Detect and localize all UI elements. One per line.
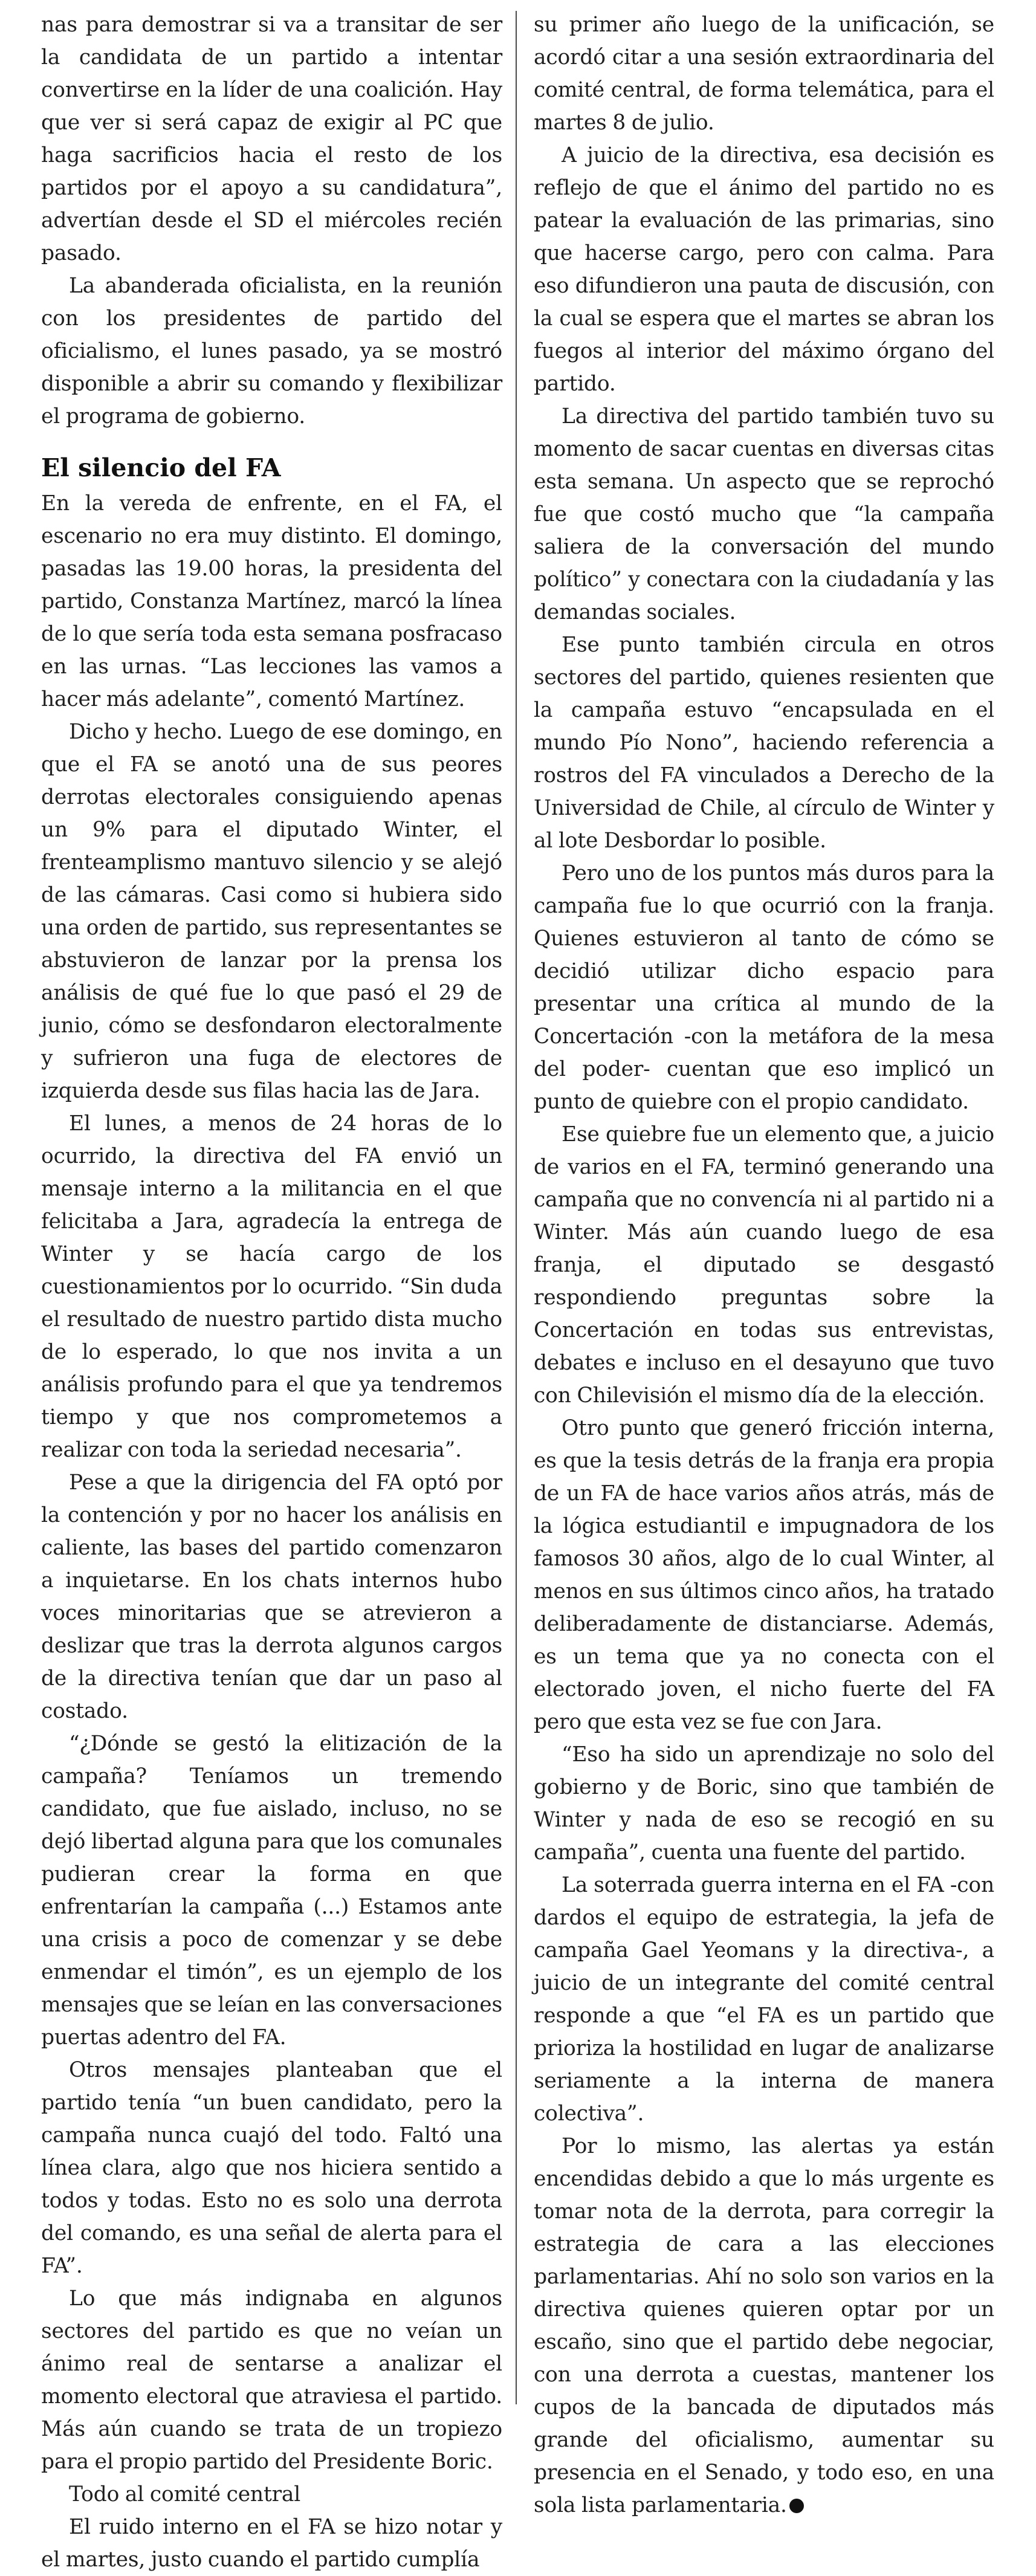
paragraph: La soterrada guerra interna en el FA -con dardos el equipo de estrategia, la jefa de campaña Gael Yeomans y la directiva-, a juicio de un integrante del comité central responde a que “el FA es un partido que prioriza la hostilidad en lugar de analizarse seriamente a la interna de manera colectiva”. <box>534 1873 994 2126</box>
paragraph: nas para demostrar si va a transitar de ser la candidata de un partido a intentar convertirse en la líder de una coalición. Hay que ver si será capaz de exigir al PC que haga sacrificios hacia el resto de los partidos por el apoyo a su candidatura”, advertían desde el SD el miércoles recién pasado. <box>41 13 502 265</box>
paragraph: A juicio de la directiva, esa decisión es reflejo de que el ánimo del partido no es patear la evaluación de las primarias, sino que hacerse cargo, pero con calma. Para eso difundieron una pauta de discusión, con la cual se espera que el martes se abran los fuegos al interior del máximo órgano del partido. <box>534 143 994 396</box>
paragraph: “Eso ha sido un aprendizaje no solo del gobierno y de Boric, sino que también de Winter y nada de eso se recogió en su campaña”, cuenta una fuente del partido. <box>534 1743 994 1865</box>
end-of-article-bullet-icon <box>789 2499 804 2513</box>
final-paragraph <box>534 2130 994 2522</box>
paragraph: Dicho y hecho. Luego de ese domingo, en que el FA se anotó una de sus peores derrotas electorales consiguiendo apenas un 9% para el diputado Winter, el frenteamplismo mantuvo silencio y se alejó de las cámaras. Casi como si hubiera sido una orden de partido, sus representantes se abstuvieron de lanzar por la prensa los análisis de qué fue lo que pasó el 29 de junio, cómo se desfondaron electoralmente y sufrieron una fuga de electores de izquierda desde sus filas hacia las de Jara. <box>41 720 502 1103</box>
paragraph: La directiva del partido también tuvo su momento de sacar cuentas en diversas citas esta semana. Un aspecto que se reprochó fue que costó mucho que “la campaña saliera de la conversación del mundo político” y conectara con la ciudadanía y las demandas sociales. <box>534 404 994 624</box>
section-subheading: El silencio del FA <box>41 453 281 482</box>
right-column <box>517 8 994 2517</box>
paragraph: Otro punto que generó fricción interna, es que la tesis detrás de la franja era propia de un FA de hace varios años atrás, más de la lógica estudiantil e impugnadora de los famosos 30 años, algo de lo cual Winter, al menos en sus últimos cinco años, ha tratado deliberadamente de distanciarse. Además, es un tema que ya no conecta con el electorado joven, el nicho fuerte del FA pero que esta vez se fue con Jara. <box>534 1416 994 1734</box>
paragraph: Lo que más indignaba en algunos sectores del partido es que no veían un ánimo real de sentarse a analizar el momento electoral que atraviesa el partido. Más aún cuando se trata de un tropiezo para el propio partido del Presidente Boric. <box>41 2286 502 2474</box>
paragraph: En la vereda de enfrente, en el FA, el escenario no era muy distinto. El domingo, pasadas las 19.00 horas, la presidenta del partido, Constanza Martínez, marcó la línea de lo que sería toda esta semana posfracaso en las urnas. “Las lecciones las vamos a hacer más adelante”, comentó Martínez. <box>41 491 502 711</box>
paragraph: La abanderada oficialista, en la reunión con los presidentes de partido del oficialismo, el lunes pasado, ya se mostró disponible a abrir su comando y flexibilizar el programa de gobierno. <box>41 274 502 429</box>
paragraph: “¿Dónde se gestó la elitización de la campaña? Teníamos un tremendo candidato, que fue aislado, incluso, no se dejó libertad alguna para que los comunales pudieran crear la forma en que enfrentarían la campaña (...) Estamos ante una crisis a poco de comenzar y se debe enmendar el timón”, es un ejemplo de los mensajes que se leían en las conversaciones puertas adentro del FA. <box>41 1732 502 2050</box>
left-column <box>41 8 516 2572</box>
paragraph: Otros mensajes planteaban que el partido tenía “un buen candidato, pero la campaña nunca cuajó del todo. Faltó una línea clara, algo que nos hiciera sentido a todos y todas. Esto no es solo una derrota del comando, es una señal de alerta para el FA”. <box>41 2058 502 2278</box>
paragraph: El lunes, a menos de 24 horas de lo ocurrido, la directiva del FA envió un mensaje interno a la militancia en el que felicitaba a Jara, agradecía la entrega de Winter y se hacía cargo de los cuestionamientos por lo ocurrido. “Sin duda el resultado de nuestro partido dista mucho de lo esperado, lo que nos invita a un análisis profundo para el que ya tendremos tiempo y que nos comprometemos a realizar con toda la seriedad necesaria”. <box>41 1112 502 1462</box>
paragraph: Ese quiebre fue un elemento que, a juicio de varios en el FA, terminó generando una campaña que no convencía ni al partido ni a Winter. Más aún cuando luego de esa franja, el diputado se desgastó respondiendo preguntas sobre la Concertación en todas sus entrevistas, debates e incluso en el desayuno que tuvo con Chilevisión el mismo día de la elección. <box>534 1122 994 1408</box>
paragraph: El ruido interno en el FA se hizo notar y el martes, justo cuando el partido cumplía <box>41 2515 502 2572</box>
paragraph: Pese a que la dirigencia del FA optó por la contención y por no hacer los análisis en caliente, las bases del partido comenzaron a inquietarse. En los chats internos hubo voces minoritarias que se atrevieron a deslizar que tras la derrota algunos cargos de la directiva tenían que dar un paso al costado. <box>41 1471 502 1723</box>
paragraph: Ese punto también circula en otros sectores del partido, quienes resienten que la campaña estuvo “encapsulada en el mundo Pío Nono”, haciendo referencia a rostros del FA vinculados a Derecho de la Universidad de Chile, al círculo de Winter y al lote Desbordar lo posible. <box>534 633 994 853</box>
paragraph: su primer año luego de la unificación, se acordó citar a una sesión extraordinaria del comité central, de forma telemática, para el martes 8 de julio. <box>534 13 994 135</box>
paragraph-text: Por lo mismo, las alertas ya están encendidas debido a que lo más urgente es tomar nota de la derrota, para corregir la estrategia de cara a las elecciones parlamentarias. Ahí no solo son varios en la directiva quienes quieren optar por un escaño, sino que el partido debe negociar, con una derrota a cuestas, mantener los cupos de la bancada de diputados más grande del oficialismo, aumentar su presencia en el Senado, y todo eso, en una sola lista parlamentaria. <box>534 2134 994 2517</box>
paragraph: Todo al comité central <box>69 2482 301 2506</box>
paragraph: Pero uno de los puntos más duros para la campaña fue lo que ocurrió con la franja. Quienes estuvieron al tanto de cómo se decidió utilizar dicho espacio para presentar una crítica al mundo de la Concertación -con la metáfora de la mesa del poder- cuentan que eso implicó un punto de quiebre con el propio candidato. <box>534 861 994 1114</box>
